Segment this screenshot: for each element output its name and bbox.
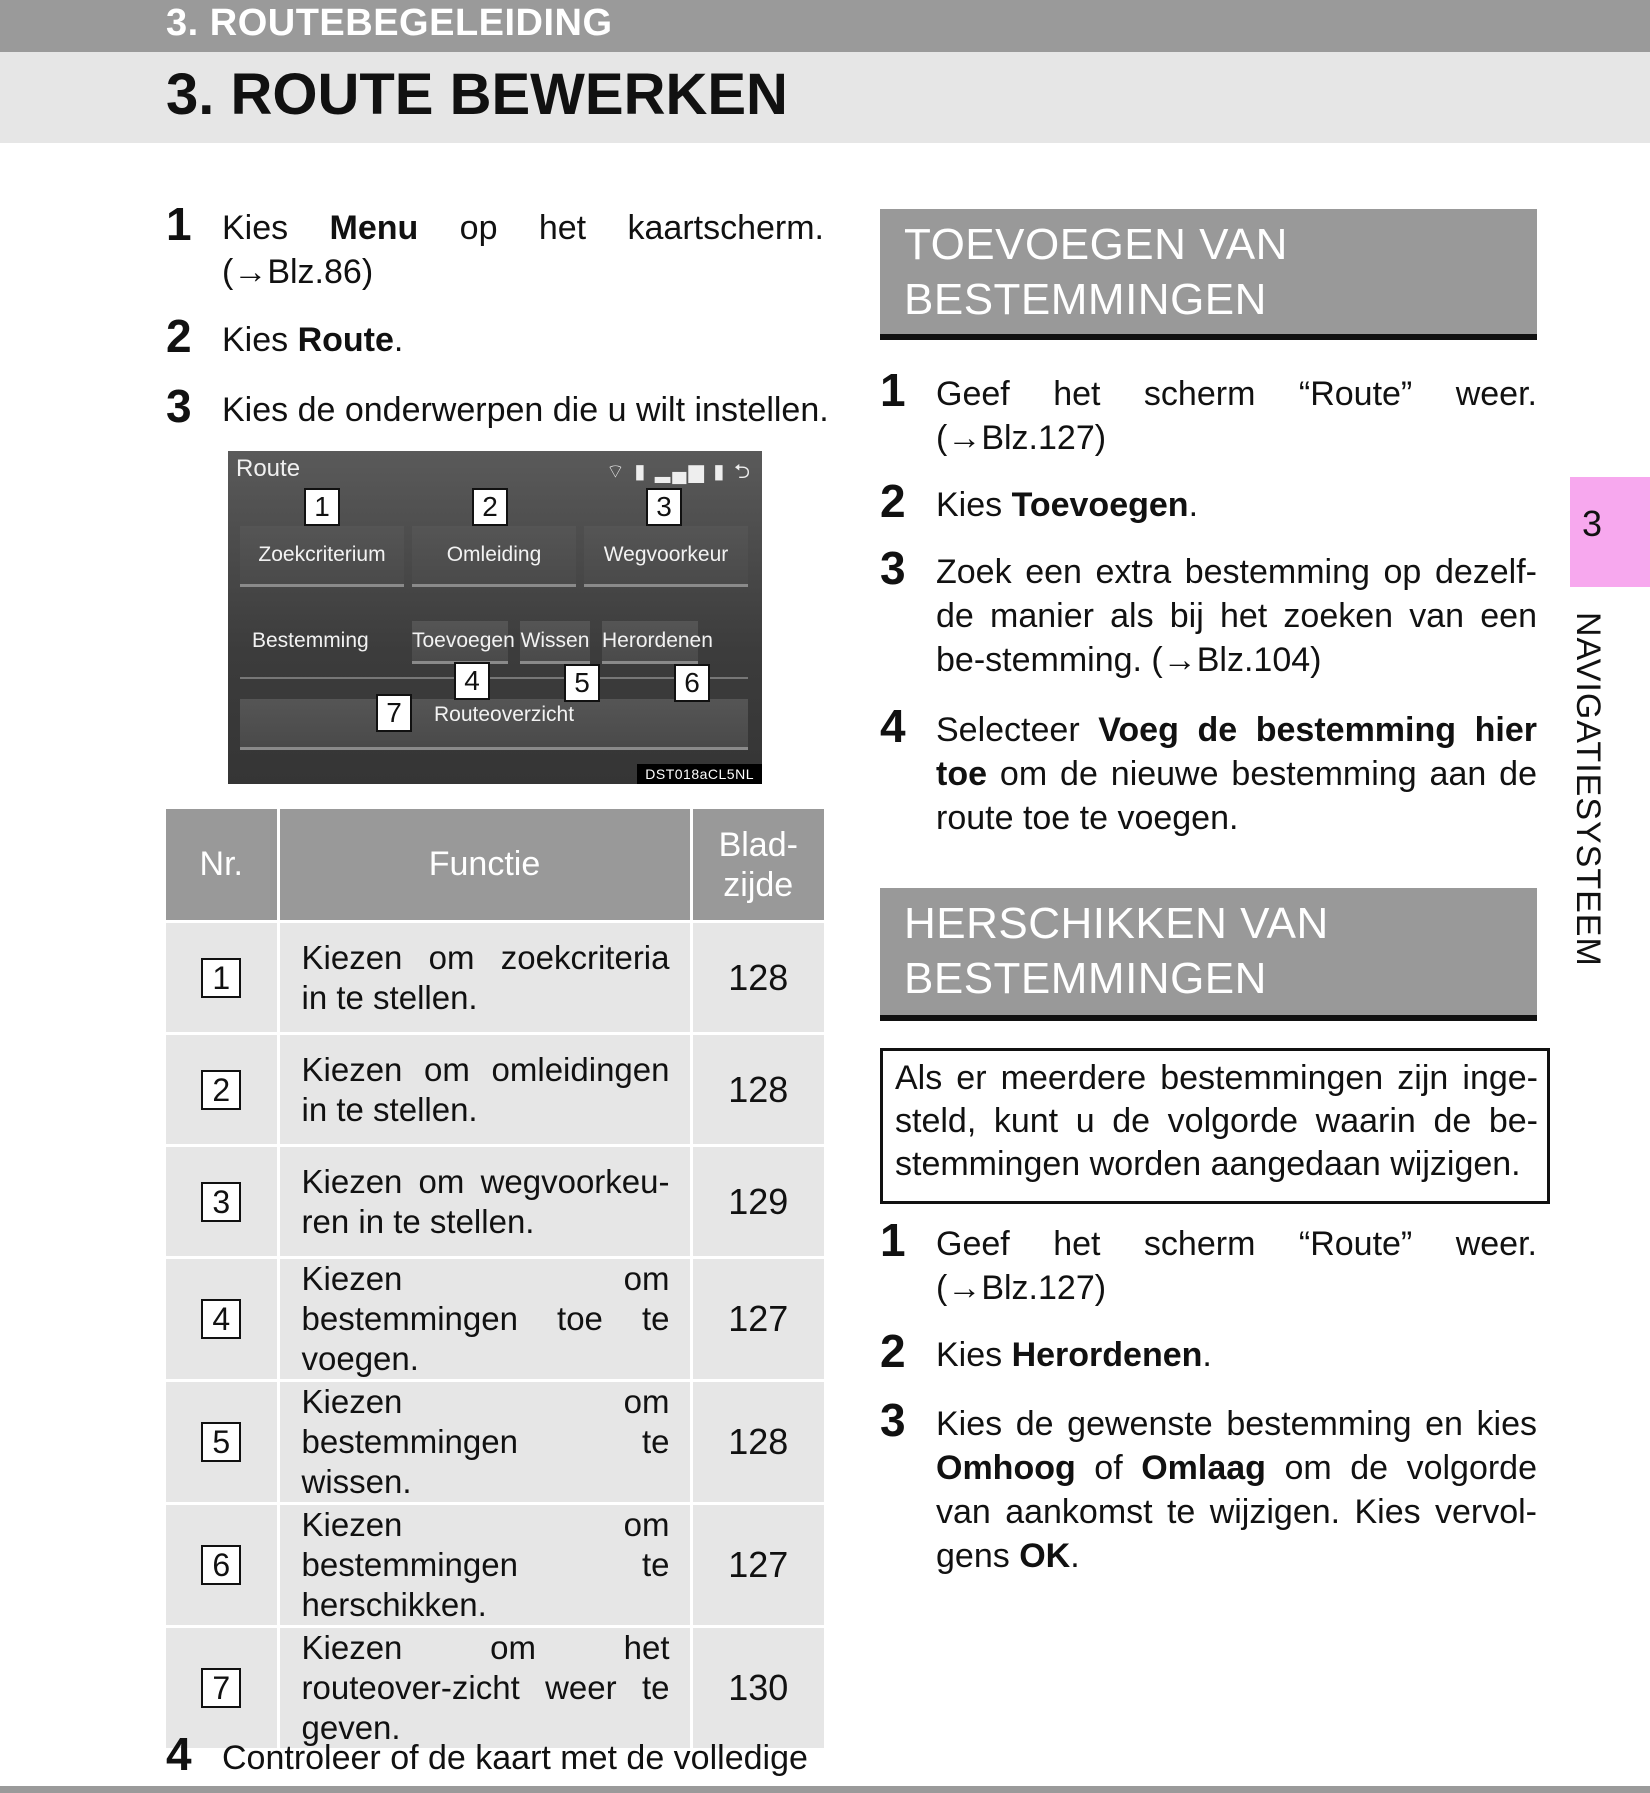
screen-button-zoekcriterium: Zoekcriterium xyxy=(240,526,404,587)
header-functie: Functie xyxy=(278,809,691,922)
section-header-herschikken xyxy=(880,888,1537,1021)
row-page: 127 xyxy=(691,1258,824,1381)
table-row xyxy=(166,1034,824,1146)
page-title: 3. ROUTE BEWERKEN xyxy=(166,62,788,127)
section-title-line2: BESTEMMINGEN xyxy=(904,954,1267,1003)
table-row xyxy=(166,1146,824,1258)
image-code: DST018aCL5NL xyxy=(637,764,762,784)
screen-button-omleiding: Omleiding xyxy=(412,526,576,587)
callout-1: 1 xyxy=(304,488,340,526)
section-title-line1: HERSCHIKKEN VAN xyxy=(904,899,1329,948)
chapter-bar xyxy=(0,0,1650,52)
status-icons: ⌔ ▮ ▂▄▆ ▮ ⮌ xyxy=(606,461,752,483)
chapter-tab xyxy=(1570,477,1650,587)
route-screen-image xyxy=(228,451,762,784)
screen-dest-label: Bestemming xyxy=(252,629,369,652)
row-number: 1 xyxy=(201,958,241,998)
screen-action-herordenen: Herordenen xyxy=(602,621,698,664)
table-row xyxy=(166,1258,824,1381)
row-page: 128 xyxy=(691,922,824,1034)
chapter-tab-label: NAVIGATIESYSTEEM xyxy=(1569,612,1607,967)
section-title-line1: TOEVOEGEN VAN xyxy=(904,220,1288,269)
callout-5: 5 xyxy=(564,664,600,702)
info-note: Als er meerdere bestemmingen zijn inge-steld, kunt u de volgorde waarin de be-stemmingen worden aangedaan wijzigen. xyxy=(880,1048,1550,1204)
header-nr: Nr. xyxy=(166,809,278,922)
callout-2: 2 xyxy=(472,488,508,526)
table-row xyxy=(166,1504,824,1627)
row-page: 128 xyxy=(691,1381,824,1504)
row-function: Kiezen om omleidingen in te stellen. xyxy=(278,1034,691,1146)
table-header-row xyxy=(166,809,824,922)
callout-3: 3 xyxy=(646,488,682,526)
chapter-tab-number: 3 xyxy=(1582,503,1603,544)
row-function: Kiezen om bestemmingen te herschikken. xyxy=(278,1504,691,1627)
row-number: 4 xyxy=(201,1299,241,1339)
row-page: 130 xyxy=(691,1627,824,1749)
section-header-toevoegen xyxy=(880,209,1537,340)
table-row xyxy=(166,1627,824,1749)
callout-7: 7 xyxy=(376,694,412,732)
row-function: Kiezen om bestemmingen toe te voegen. xyxy=(278,1258,691,1381)
callout-4: 4 xyxy=(454,662,490,700)
left-step-1: 1 Kies Menu op het kaartscherm. (→Blz.86) xyxy=(166,198,824,291)
screen-divider xyxy=(240,677,748,679)
row-number: 2 xyxy=(201,1070,241,1110)
row-function: Kiezen om zoekcriteria in te stellen. xyxy=(278,922,691,1034)
row-number: 3 xyxy=(201,1182,241,1222)
section-title-line2: BESTEMMINGEN xyxy=(904,275,1267,324)
screen-button-wegvoorkeur: Wegvoorkeur xyxy=(584,526,748,587)
row-function: Kiezen om wegvoorkeu-ren in te stellen. xyxy=(278,1146,691,1258)
table-row xyxy=(166,1381,824,1504)
screen-overview-button xyxy=(240,699,748,750)
row-function: Kiezen om bestemmingen te wissen. xyxy=(278,1381,691,1504)
screen-title: Route xyxy=(236,455,301,482)
callout-6: 6 xyxy=(674,664,710,702)
title-bar xyxy=(0,52,1650,143)
header-bladzijde: Blad- zijde xyxy=(691,809,824,922)
screen-overview-label: Routeoverzicht xyxy=(434,703,575,726)
row-page: 127 xyxy=(691,1504,824,1627)
bottom-bar xyxy=(0,1786,1650,1793)
row-page: 128 xyxy=(691,1034,824,1146)
table-row xyxy=(166,922,824,1034)
screen-action-toevoegen: Toevoegen xyxy=(412,621,508,664)
row-number: 7 xyxy=(201,1668,241,1708)
function-table xyxy=(166,809,824,1748)
chapter-title: 3. ROUTEBEGELEIDING xyxy=(166,2,613,44)
row-function: Kiezen om het routeover-zicht weer te geven. xyxy=(278,1627,691,1749)
row-number: 5 xyxy=(201,1422,241,1462)
row-number: 6 xyxy=(201,1545,241,1585)
row-page: 129 xyxy=(691,1146,824,1258)
screen-action-wissen: Wissen xyxy=(520,621,590,664)
